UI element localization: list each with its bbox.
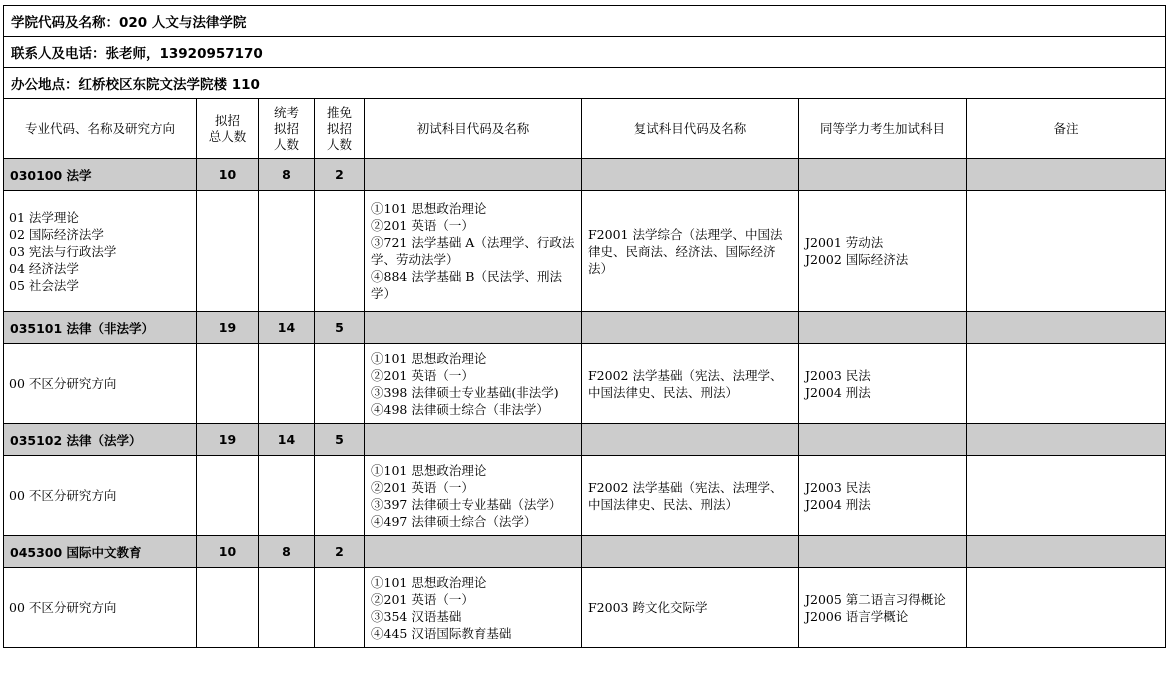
detail-exam-cell (259, 344, 315, 424)
notes-cell (967, 344, 1166, 424)
prelim-subjects (365, 456, 582, 536)
research-direction: 05 社会法学 (9, 277, 79, 293)
prelim-subject: ③721 法学基础 A（法理学、行政法学、劳动法学） (371, 235, 575, 267)
header-exempt-line: 拟招 (326, 120, 352, 136)
equiv-subject: J2003 民法 (805, 367, 871, 383)
prelim-subjects (365, 191, 582, 312)
prelim-subject: ②201 英语（一） (371, 479, 474, 495)
major-empty-cell (582, 312, 799, 344)
detail-total-cell (197, 568, 259, 648)
college-info-row (4, 6, 1166, 37)
prelim-subject: ②201 英语（一） (371, 591, 474, 607)
major-exempt-count: 2 (315, 536, 365, 568)
header-total-line: 总人数 (208, 128, 247, 144)
major-total-count: 10 (197, 159, 259, 191)
major-empty-cell (582, 159, 799, 191)
equiv-subject: J2005 第二语言习得概论 (805, 591, 946, 607)
research-directions (4, 344, 197, 424)
major-empty-cell (799, 424, 967, 456)
header-exam-line: 人数 (273, 136, 299, 152)
research-direction: 04 经济法学 (9, 260, 79, 276)
table-header-row (4, 99, 1166, 159)
major-detail-row (4, 456, 1166, 536)
enrollment-table-sheet (3, 5, 1166, 648)
detail-exam-cell (259, 568, 315, 648)
major-empty-cell (365, 536, 582, 568)
research-direction: 00 不区分研究方向 (9, 600, 117, 615)
research-direction: 01 法学理论 (9, 209, 79, 225)
major-title: 035102 法律（法学） (4, 424, 197, 456)
research-directions (4, 456, 197, 536)
header-exempt-line: 人数 (326, 136, 352, 152)
detail-exempt-cell (315, 191, 365, 312)
enrollment-table (3, 5, 1166, 648)
equiv-subjects (799, 191, 967, 312)
major-exempt-count: 2 (315, 159, 365, 191)
major-empty-cell (365, 424, 582, 456)
prelim-subject: ①101 思想政治理论 (371, 574, 487, 590)
major-detail-row (4, 191, 1166, 312)
major-empty-cell (967, 159, 1166, 191)
header-total (197, 99, 259, 159)
equiv-subject: J2001 劳动法 (805, 235, 884, 250)
major-row (4, 159, 1166, 191)
office-info: 办公地点：红桥校区东院文法学院楼 110 (4, 68, 1166, 99)
header-exam-line: 拟招 (273, 120, 299, 136)
major-empty-cell (799, 312, 967, 344)
equiv-subject: J2003 民法 (805, 479, 871, 495)
major-title: 035101 法律（非法学） (4, 312, 197, 344)
detail-exempt-cell (315, 344, 365, 424)
detail-exam-cell (259, 191, 315, 312)
major-empty-cell (799, 159, 967, 191)
major-row (4, 536, 1166, 568)
research-direction: 00 不区分研究方向 (9, 488, 117, 503)
equiv-subject: J2006 语言学概论 (805, 608, 909, 624)
major-empty-cell (365, 159, 582, 191)
prelim-subject: ①101 思想政治理论 (371, 350, 487, 366)
prelim-subjects (365, 568, 582, 648)
prelim-subjects (365, 344, 582, 424)
major-empty-cell (582, 536, 799, 568)
header-major: 专业代码、名称及研究方向 (4, 99, 197, 159)
major-empty-cell (799, 536, 967, 568)
research-direction: 03 宪法与行政法学 (9, 243, 117, 259)
header-exam (259, 99, 315, 159)
major-title: 045300 国际中文教育 (4, 536, 197, 568)
retest-subject: F2002 法学基础（宪法、法理学、中国法律史、民法、刑法） (582, 456, 799, 536)
retest-subject: F2001 法学综合（法理学、中国法律史、民商法、经济法、国际经济法） (582, 191, 799, 312)
header-notes: 备注 (967, 99, 1166, 159)
major-row (4, 312, 1166, 344)
detail-total-cell (197, 191, 259, 312)
major-exam-count: 14 (259, 424, 315, 456)
header-total-line: 拟招 (214, 112, 240, 128)
header-exam-line: 统考 (273, 104, 299, 120)
major-exempt-count: 5 (315, 312, 365, 344)
prelim-subject: ④497 法律硕士综合（法学） (371, 513, 537, 529)
major-empty-cell (967, 312, 1166, 344)
prelim-subject: ①101 思想政治理论 (371, 201, 487, 216)
major-exam-count: 8 (259, 536, 315, 568)
major-total-count: 10 (197, 536, 259, 568)
prelim-subject: ④445 汉语国际教育基础 (371, 625, 512, 641)
prelim-subject: ②201 英语（一） (371, 367, 474, 383)
header-equiv: 同等学力考生加试科目 (799, 99, 967, 159)
retest-subject: F2002 法学基础（宪法、法理学、中国法律史、民法、刑法） (582, 344, 799, 424)
prelim-subject: ③397 法律硕士专业基础（法学） (371, 496, 562, 512)
prelim-subject: ④498 法律硕士综合（非法学） (371, 401, 549, 417)
major-total-count: 19 (197, 424, 259, 456)
notes-cell (967, 456, 1166, 536)
research-direction: 00 不区分研究方向 (9, 376, 117, 391)
notes-cell (967, 191, 1166, 312)
header-exempt (315, 99, 365, 159)
prelim-subject: ④884 法学基础 B（民法学、刑法学） (371, 269, 562, 301)
major-exam-count: 14 (259, 312, 315, 344)
detail-exempt-cell (315, 456, 365, 536)
detail-total-cell (197, 344, 259, 424)
notes-cell (967, 568, 1166, 648)
major-exam-count: 8 (259, 159, 315, 191)
equiv-subject: J2004 刑法 (805, 496, 871, 512)
major-title: 030100 法学 (4, 159, 197, 191)
equiv-subject: J2004 刑法 (805, 384, 871, 400)
college-info: 学院代码及名称：020 人文与法律学院 (4, 6, 1166, 37)
equiv-subjects (799, 344, 967, 424)
detail-total-cell (197, 456, 259, 536)
detail-exempt-cell (315, 568, 365, 648)
prelim-subject: ③398 法律硕士专业基础(非法学) (371, 384, 559, 400)
office-info-row (4, 68, 1166, 99)
header-prelim: 初试科目代码及名称 (365, 99, 582, 159)
prelim-subject: ①101 思想政治理论 (371, 462, 487, 478)
contact-info: 联系人及电话：张老师，13920957170 (4, 37, 1166, 68)
prelim-subject: ②201 英语（一） (371, 218, 474, 233)
header-exempt-line: 推免 (326, 104, 352, 120)
major-exempt-count: 5 (315, 424, 365, 456)
equiv-subjects (799, 456, 967, 536)
contact-info-row (4, 37, 1166, 68)
header-retest: 复试科目代码及名称 (582, 99, 799, 159)
detail-exam-cell (259, 456, 315, 536)
major-empty-cell (967, 536, 1166, 568)
research-directions (4, 568, 197, 648)
major-row (4, 424, 1166, 456)
retest-subject: F2003 跨文化交际学 (582, 568, 799, 648)
major-empty-cell (365, 312, 582, 344)
prelim-subject: ③354 汉语基础 (371, 608, 462, 624)
major-detail-row (4, 344, 1166, 424)
major-empty-cell (967, 424, 1166, 456)
research-directions (4, 191, 197, 312)
equiv-subjects (799, 568, 967, 648)
research-direction: 02 国际经济法学 (9, 226, 104, 242)
major-empty-cell (582, 424, 799, 456)
major-total-count: 19 (197, 312, 259, 344)
major-detail-row (4, 568, 1166, 648)
equiv-subject: J2002 国际经济法 (805, 252, 909, 267)
